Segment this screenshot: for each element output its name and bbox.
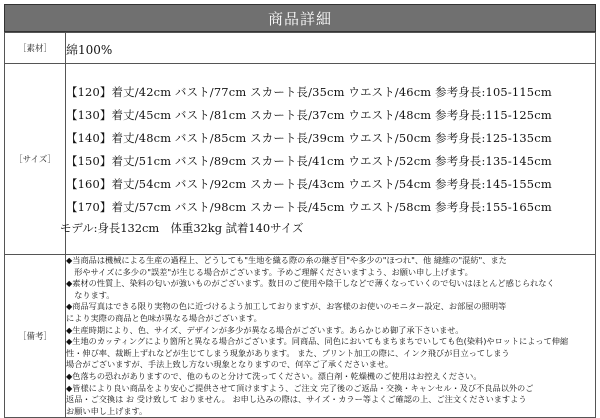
note-line: ◆皆様により良い商品をより安心ご提供させて頂けますよう、ご注文 完了後のご返品・交換・キャンセル・及び不良品以外のご [66, 382, 534, 393]
notes-value-cell [66, 255, 596, 418]
note-line: ◆色落ちの恐れがありますので、他のものと分けて洗ってください。漂白剤・乾燥機のご使用はお控えください。 [66, 370, 482, 381]
note-line: お願い申し上げます。 [66, 405, 148, 416]
details-table [4, 32, 596, 418]
note-line: 性・伸び率、裁断上ずれなどが生じてしまう現象があります。 また、プリント加工の際に、インク飛びが目立ってしまう [66, 347, 510, 358]
size-row-170: 【170】着丈/57cm バスト/98cm スカート長/45cm ウエスト/58cm 参考身長:155-165cm [66, 199, 552, 214]
material-value-cell [66, 33, 596, 64]
product-details-sheet [4, 4, 596, 416]
note-line: ◆素材の性質上、染料の匂いが強いものがございます。数日のご使用や陰干しなどで薄くなっていくので匂いはほとんど感じられなく [66, 278, 555, 289]
model-info: モデル:身長132cm 体重32kg 試着140サイズ [60, 220, 304, 235]
note-line: ◆生産時期により、色、サイズ、デザインが多少が異なる場合がございます。あらかじめ御了承下さいませ。 [66, 324, 464, 335]
note-line: ◆当商品は機械による生産の過程上、どうしても"生地を織る際の糸の継ぎ目"や多少の"ほつれ"、他 縫維の"混紡"、また [66, 255, 507, 265]
size-row-130: 【130】着丈/45cm バスト/81cm スカート長/37cm ウエスト/48cm 参考身長:115-125cm [66, 107, 552, 122]
size-row-120: 【120】着丈/42cm バスト/77cm スカート長/35cm ウエスト/46cm 参考身長:105-115cm [66, 84, 552, 99]
notes-label: ［備考］ [5, 255, 66, 418]
note-line: 返品・ご交換は お 受け致して おりません。 お申し込みの際は、サイズ・カラー等よくご確認の上、ご注文くださいますよう [66, 394, 527, 405]
material-row [5, 33, 596, 64]
size-row-140: 【140】着丈/48cm バスト/85cm スカート長/39cm ウエスト/50cm 参考身長:125-135cm [66, 130, 552, 145]
note-line: なります。 [66, 289, 115, 300]
notes-row [5, 255, 596, 418]
title-bar [4, 4, 596, 32]
size-value-cell [60, 64, 596, 255]
note-line: ◆生地のカッティングにより箇所と異なる場合がございます。同商品、同色においてもまちまちでいしても色(染料)やロットによって伸縮 [66, 336, 569, 347]
material-label: ［素材］ [5, 33, 66, 64]
size-label: ［サイズ］ [5, 64, 66, 255]
material-value: 綿100% [66, 42, 113, 57]
page-title: 商品詳細 [267, 9, 332, 28]
note-line: 場合がございますが、手法上致し方ない現象となりますので、何卒ご了承くださいませ。 [66, 359, 394, 370]
note-line: により実際の商品と色味が異なる場合がございます。 [66, 312, 262, 323]
note-line: ◆商品写真はできる限り実物の色に近づけるよう加工しておりますが、お客様のお使いのモニター設定、お部屋の照明等 [66, 301, 507, 312]
note-line: 形やサイズに多少の"誤差"が生じる場合がございます。予めご理解くださいますよう、お願い申し上げます。 [66, 266, 473, 277]
size-row-150: 【150】着丈/51cm バスト/89cm スカート長/41cm ウエスト/52cm 参考身長:135-145cm [66, 153, 552, 168]
size-row-160: 【160】着丈/54cm バスト/92cm スカート長/43cm ウエスト/54cm 参考身長:145-155cm [66, 176, 552, 191]
size-row [5, 64, 596, 255]
